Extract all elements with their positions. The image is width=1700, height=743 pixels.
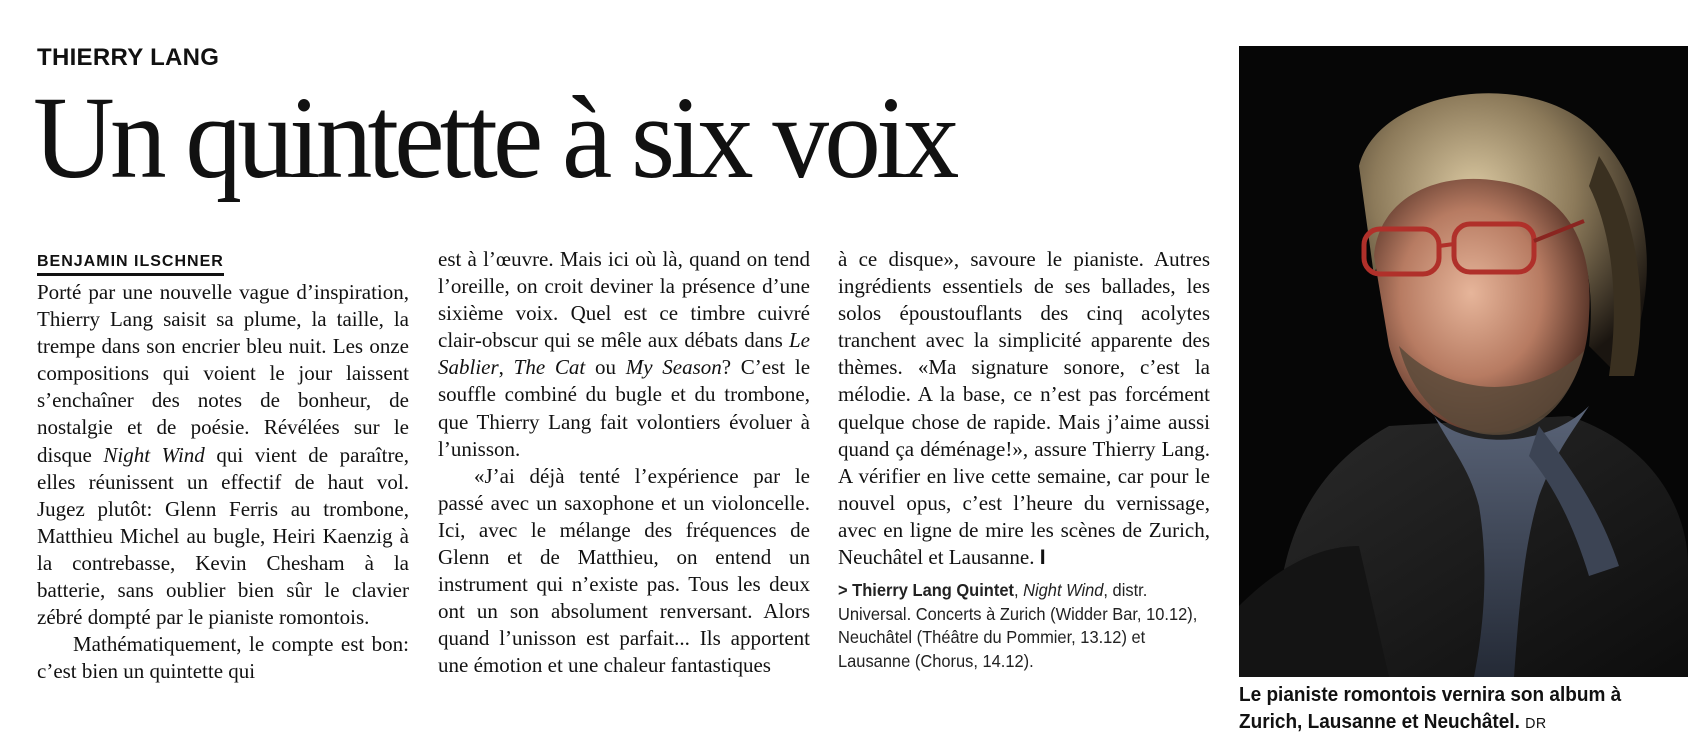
paragraph — [838, 246, 1210, 571]
paragraph — [37, 279, 409, 631]
article-column-2 — [438, 246, 810, 680]
song-title: Le Sablier — [438, 328, 810, 380]
text: qui vient de paraître, elles réunissent un effectif de haut vol. Jugez plutôt: Glenn Ferris au trombone, Matthieu Michel au bugle, Heiri Kaenzig à la contrebasse, Kevin Chesham à la batterie, sans oublier bien sûr le clavier zébré dompté par le pianiste romontois. — [37, 442, 410, 630]
caption-text: Le pianiste romontois vernira son album à Zurich, Lausanne et Neuchâtel. — [1239, 684, 1622, 733]
album-title: Night Wind — [1023, 580, 1104, 601]
text: à ce disque», savoure le pianiste. Autres ingrédients essentiels de ses ballades, les solos époustouflants des cinq acolytes tranchent avec la simplicité apparente des thèmes. «Ma signature sonore, c’est la mélodie. A la base, ce n’est pas forcément quelque chose de rapide. Mais j’aime aussi quand ça déménage!», assure Thierry Lang. A vérifier en live cette semaine, car pour le nouvel opus, c’est l’heure du vernissage, avec en ligne de mire les scènes de Zurich, Neuchâtel et Lausanne. — [838, 247, 1210, 570]
text: , — [498, 355, 514, 380]
paragraph — [438, 246, 810, 463]
paragraph: «J’ai déjà tenté l’expérience par le passé avec un saxophone et un violoncelle. Ici, avec le mélange des fréquences de Glenn et de Matthieu, on entend un instrument qui n’existe pas. Tous les deux ont un son absolument renversant. Alors quand l’unisson est parfait... Ils apportent une émotion et une chaleur fantastiques — [438, 463, 810, 678]
portrait-photo — [1239, 46, 1688, 677]
paragraph: Mathématiquement, le compte est bon: c’est bien un quintette qui — [37, 632, 409, 684]
portrait-illustration — [1239, 46, 1688, 677]
text: ? C’est le souffle combiné du bugle et du trombone, que Thierry Lang fait volontiers évoluer à l’unisson. — [438, 355, 811, 461]
article-column-1 — [37, 246, 409, 685]
text: ou — [585, 355, 626, 380]
concert-info — [838, 579, 1200, 673]
text: , distr. Universal. Concerts à Zurich (Widder Bar, 10.12), Neuchâtel (Théâtre du Pommier, 13.12) et Lausanne (Chorus, 14.12). — [838, 580, 1198, 671]
song-title: My Season — [625, 355, 722, 380]
article-column-3 — [838, 246, 1210, 673]
kicker: THIERRY LANG — [37, 44, 220, 71]
end-mark: I — [1039, 546, 1046, 570]
song-title: The Cat — [513, 355, 586, 380]
text: est à l’œuvre. Mais ici où là, quand on tend l’oreille, on croit deviner la présence d’une sixième voix. Quel est ce timbre cuivré clair-obscur qui se mêle aux débats dans — [438, 247, 810, 353]
headline: Un quintette à six voix — [33, 72, 955, 203]
text: Porté par une nouvelle vague d’inspiration, Thierry Lang saisit sa plume, la taille, la trempe dans son encrier bleu nuit. Les onze compositions qui voient le jour laissent s’enchaîner des notes de bonheur, de nostalgie et de poésie. Révélées sur le disque — [37, 280, 409, 467]
album-title: Night Wind — [103, 442, 205, 467]
photo-caption — [1239, 682, 1671, 737]
info-lead: > Thierry Lang Quintet — [838, 580, 1014, 601]
photo-credit: DR — [1525, 715, 1547, 732]
text: , — [1013, 580, 1024, 601]
byline: BENJAMIN ILSCHNER — [37, 252, 224, 276]
